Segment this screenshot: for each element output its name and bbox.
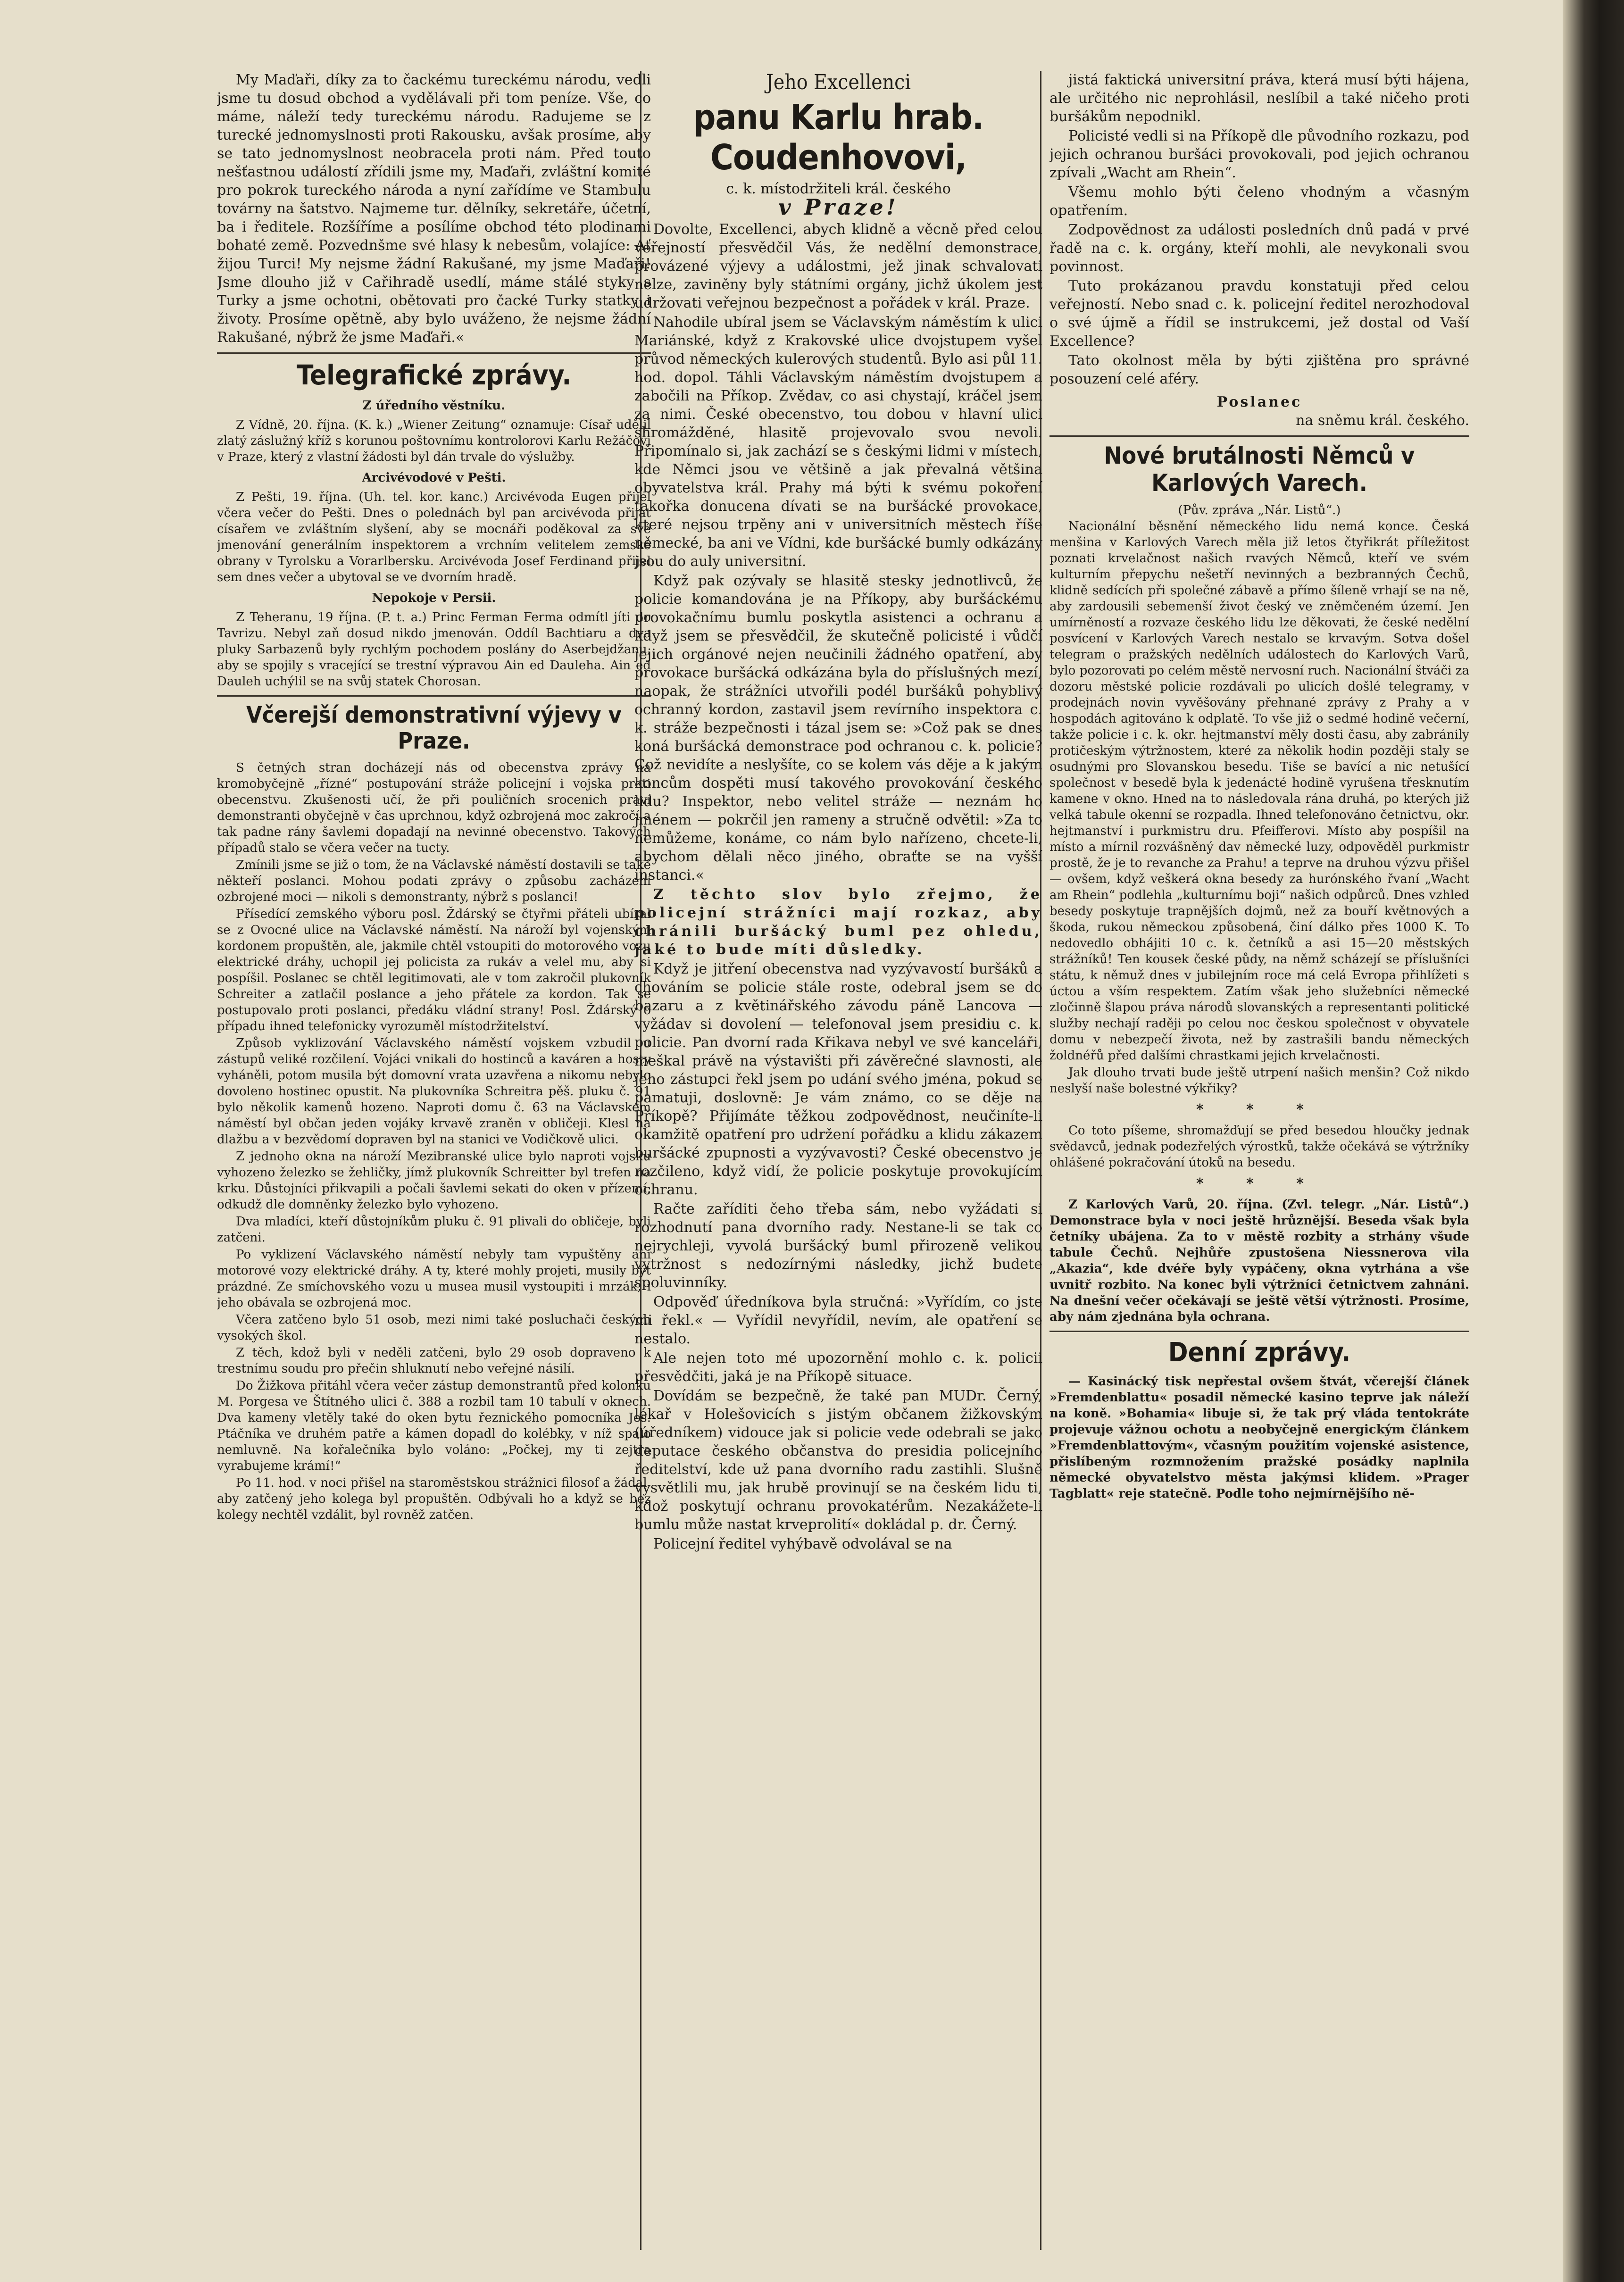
telegraph-vienna: Z Vídně, 20. října. (K. k.) „Wiener Zeitung“ oznamuje: Císař udělil zlatý záslužný kříž s korunou poštovnímu kontrolorovi Karlu Režáčovi v Praze, který z vlastní žádosti byl dán trvale do výslužby. (217, 417, 651, 464)
demonstration-heading: Včerejší demonstrativní výjevy v Praze. (246, 701, 622, 754)
demonstration-paragraph: Včera zatčeno bylo 51 osob, mezi nimi také posluchači českých vysokých škol. (217, 1313, 651, 1343)
letter-paragraph: Nahodile ubíral jsem se Václavským náměstím k ulici Mariánské, když z Krakovské ulice dvojstupem vyšel průvod německých kulerových studentů. Bylo asi půl 11. hod. dopol. Táhli Václavským náměstím dvojstupem a zabočili na Příkop. Zvědav, co asi chystají, kráčel jsem za nimi. České obecenstvo, tou dobou v hlavní ulici shromážděné, hlasitě projevovalo svou nevoli. Připomínalo si, jak zachází se s českými lidmi v místech, kde Němci jsou ve většině a jak převalná většina obyvatelstva král. Prahy má býti k svému pokoření takořka donucena dívati se na buršácké provokace, které nejsou trpěny ani v universitních městech říše německé, ba ani ve Vídni, kde buršácké bumly odkázány jsou do auly universitní. (634, 314, 1042, 570)
letter-continuation: Zodpovědnost za události posledních dnů padá v prvé řadě na c. k. orgány, kteří mohli, ale nevykonali svou povinnost. (1049, 222, 1469, 275)
letter-paragraph-emphasis: Z těchto slov bylo zřejmo, že policejní strážníci mají rozkaz, aby chránili buršácký buml pez ohledu, jaké to bude míti důsledky. (634, 886, 1042, 958)
column-middle (634, 71, 1042, 2240)
telegraph-teheran: Z Teheranu, 19 října. (P. t. a.) Princ Ferman Ferma odmítl jíti do Tavrizu. Nebyl zaň dosud nikdo jmenován. Oddíl Bachtiaru a dva pluky Sarbazenů byly rychlým pochodem poslány do Aserbejdžanu, aby se spojily s vracející se trestní výpravou Ain ed Dauleha. Ain ed Dauleh uchýlil se na svůj statek Chorosan. (217, 610, 651, 689)
asterisk-separator: * * * (1196, 1175, 1323, 1192)
letter-paragraph: Dovídám se bezpečně, že také pan MUDr. Černý, lékař v Holešovicích s jistým občanem žižkovským (úředníkem) vidouce jak si policie vede odebrali se jako deputace českého občanstva do presidia policejního ředitelství, kde už pana dvorního radu zastihli. Slušně vysvětlili mu, jak hrubě provinují se na českém lidu ti, kdož poskytují ochranu provokatérům. Nezakážete-li bumlu může nastat krveprolití« dokládal p. dr. Černý. (634, 1387, 1042, 1533)
karlovy-vary-paragraph: Nacionální běsnění německého lidu nemá konce. Česká menšina v Karlových Varech měla již letos čtyřikrát příležitost poznati krvelačnost našich rvavých Němců, kteří ve svém kulturním přepychu nešetří nevinných a bezbranných Čechů, klidně sedících při společné zábavě a přímo šíleně vrhají se na ně, aby zardousili sebemenší život český ve zněmčeném území. Jen umírněností a rozvaze českého lidu lze děkovati, že české nedělní posvícení v Karlových Varech nestalo se krvavým. Sotva došel telegram o pražských nedělních událostech do Karlových Varů, bylo pozorovati po celém městě nervosní ruch. Nacionální štváči za dozoru městské policie rozdávali po ulicích došlé telegramy, v prodejnách novin vyvěšovány přehnané zprávy z Prahy a v hospodách agitováno k odplatě. To vše již o sedmé hodině večerní, takže policie i c. k. okr. hejtmanství měly dosti času, aby zabránily protičeským výtržnostem, které za několik hodin později staly se osudnými pro Slovanskou besedu. Tiše se bavící a nic netušící společnost v besedě byla k jedenácté hodině vyrušena třesknutím kamene v okno. Hned na to následovala rána druhá, po kterých již velká tabule okenní se rozpadla. Ihned telefonováno četnictvu, okr. hejtmanství i purkmistru dru. Pfeifferovi. Místo aby pospíšil na místo a mírnil rozvášněný dav německé luzy, odpověděl purkmistr prostě, že je to revanche za Prahu! a teprve na druhou výzvu přišel — ovšem, když veškerá okna besedy za hurónského řvaní „Wacht am Rhein“ podlehla „kulturnímu boji“ našich odpůrců. Dnes vzhled besedy poskytuje trapnějších dojmů, než za bouří květnových a škoda, rukou německou způsobená, činí dálko přes 1000 K. To nedovedlo obhájiti 10 c. k. četníků a asi 15—20 městských strážníků! Ten kousek české půdy, na němž scházejí se příslušníci státu, k němuž dnes v jubilejním roce má celá Evropa přihlížeti s úctou a vším respektem. Zatím však jeho služebníci německé zločinně šlapou práva národů slovanských a representanti politické služby nechají raději po celou noc českou společnost v obyvatele domu v nebezpečí života, než by zastrašili bandu německých žoldnéřů před dalšími chrastkami jejich krvelačnosti. (1049, 519, 1469, 1063)
daily-news-heading: Denní zprávy. (1168, 1337, 1351, 1368)
letter-continuation: Všemu mohlo býti čeleno vhodným a včasným opatřením. (1049, 184, 1469, 219)
demonstration-paragraph: Zmínili jsme se již o tom, že na Václavské náměstí dostavili se také někteří poslanci. Mohou podati zprávy o způsobu zacházení ozbrojené moci — nikoli s demonstranty, nýbrž s poslanci! (217, 858, 651, 905)
letter-paragraph: Policejní ředitel vyhýbavě odvolával se na (653, 1535, 952, 1552)
letter-continuation: Tuto prokázanou pravdu konstatuji před celou veřejností. Nebo snad c. k. policejní ředitel nerozhodoval o své újmě a řídil se instrukcemi, jež dostal od Vaší Excellence? (1049, 278, 1469, 350)
karlovy-vary-paragraph: Jak dlouho trvati bude ještě utrpení našich menšin? Což nikdo neslyší naše bolestné výkřiky? (1049, 1066, 1469, 1096)
turkish-article-text: My Maďaři, díky za to čackému tureckému národu, vedli jsme tu dosud obchod a vydělávali při tom peníze. Vše, co máme, náleží tedy tureckému národu. Radujeme se z turecké jednomyslnosti proti Rakousku, avšak prosíme, aby se tato jednomyslnost neobracela proti nám. Před touto nešťastnou událostí zřídili jsme my, Maďaři, zvláštní komité pro pokrok tureckého národa a nyní zařídíme ve Stambulu továrny na šatstvo. Najmeme tur. dělníky, sekretáře, účetní, ba i ředitele. Rozšíříme a posílíme obchod této plodinami bohaté země. Pozvednšme své hlasy k nebesům, volajíce: Ať žijou Turci! My nejsme žádní Rakušané, my jsme Maďaři! Jsme dlouho již v Cařihradě usedlí, máme stálé styky s Turky a jsme ochotni, obětovati pro čacké Turky statky i životy. Prosíme opětně, aby bylo uváženo, že nejsme žádní Rakušané, nýbrž že jsme Maďaři.« (217, 72, 651, 346)
section-divider (217, 695, 651, 697)
letter-paragraph: Když je jitření obecenstva nad vyzývavostí buršáků a chováním se policie stále roste, odebral jsem se do bazaru a z květinářského závodu páně Lancova — vyžádav si dovolení — telefonoval jsem presidiu c. k. policie. Pan dvorní rada Křikava nebyl ve své kanceláři, meškal právě na výstavišti při závěrečné slavnosti, ale jeho zástupci řekl jsem po udání svého jména, pokud se pamatuji, doslovně: Je vám známo, co se děje na Příkopě? Přijímáte těžkou zodpovědnost, neučiníte-li okamžitě opatření pro udržení pořádku a klidu zákazem buršácké zpupnosti a vyzývavosti? České obecenstvo je rozčileno, když vidí, že policie poskytuje provokujícím ochranu. (634, 960, 1042, 1198)
letter-paragraph: Odpověď úředníkova byla stručná: »Vyřídím, co jste mi řekl.« — Vyřídil nevyřídil, nevím, ale opatření se nestalo. (634, 1293, 1042, 1347)
column-left (217, 71, 651, 2240)
telegraph-heading: Telegrafické zprávy. (296, 359, 572, 391)
letter-signature-sub: na sněmu král. českého. (1296, 412, 1469, 429)
demonstration-paragraph: Z jednoho okna na nároží Mezibranské ulice bylo naproti vojsku vyhozeno železko se žehličky, jímž plukovník Schreitter byl trefen na krku. Důstojníci přikvapili a počali šavlemi sekati do oken v přízemí, odkudž dle domněnky železko bylo vyhozeno. (217, 1149, 651, 1212)
letter-continuation: Policisté vedli si na Příkopě dle původního rozkazu, pod jejich ochranou buršáci provokovali, pod jejich ochranou zpívali „Wacht am Rhein“. (1049, 128, 1469, 181)
letter-paragraph: Když pak ozývaly se hlasitě stesky jednotlivců, že policie komandována je na Příkopy, aby buršáckému provokačnímu bumlu poskytla asistenci a ochranu a když jsem se přesvědčil, že skutečně policisté i vůdčí jejich orgánové nejen neučinili žádného opatření, aby provokace buršácká odkázána byla do příslušných mezí, naopak, že strážníci utvořili podél buršáků pohyblivý ochranný kordon, zastavil jsem revírního inspektora c. k. stráže bezpečnosti i tázal jsem se: »Což pak se dnes koná buršácká demonstrace pod ochranou c. k. policie? Což nevidíte a neslyšíte, co se kolem vás děje a k jakým koncům dospěti musí takového provokování českého lidu? Inspektor, nebo velitel stráže — neznám ho jménem — pokrčil jen rameny a stručně odvětil: »Za to nemůžeme, konáme, co nám bylo nařízeno, chcete-li, abychom dělali něco jiného, obraťte se na vyšší instanci.« (634, 572, 1042, 883)
telegraph-subhead-archdukes: Arcivévodové v Pešti. (362, 470, 506, 485)
demonstration-paragraph: Po 11. hod. v noci přišel na staroměstskou strážnici filosof a žádal, aby zatčený jeho kolega byl propuštěn. Odbývali ho a když se bez kolegy nechtěl vzdálit, byl rovněž zatčen. (217, 1476, 651, 1523)
letter-paragraph: Dovolte, Excellenci, abych klidně a věcně před celou veřejností přesvědčil Vás, že nedělní demonstrace, provázené výjevy a událostmi, jež jinak schvalovati nelze, zaviněny byly státními orgány, jichž úkolem jest udržovati veřejnou bezpečnost a pořádek v král. Praze. (634, 221, 1042, 311)
telegraph-subhead-persia: Nepokoje v Persii. (372, 591, 496, 605)
letter-paragraph: Račte zaříditi čeho třeba sám, nebo vyžádati si rozhodnutí pana dvorního rady. Nestane-li se tak co nejrychleji, vyvolá buršácký buml přirozeně velikou vytržnost s nedozírnými následky, jichž budete spoluvinníky. (634, 1200, 1042, 1291)
karlovy-vary-telegram: Z Karlových Varů, 20. října. (Zvl. telegr. „Nár. Listů“.) Demonstrace byla v noci ještě hrůznější. Beseda však byla četníky ubájena. Za to v městě rozbity a strhány všude tabule Čechů. Nejhůře zpustošena Niessnerova vila „Akazia“, kde dvéře byly vypáčeny, okna vytrhána a vše uvnitř rozbito. Na konec byli výtržníci četnictvem zahnáni. Na dnešní večer očekávají se ještě větší výtržnosti. Prosíme, aby nám zjednána byla ochrana. (1049, 1198, 1469, 1324)
telegraph-pest: Z Pešti, 19. října. (Uh. tel. kor. kanc.) Arcivévoda Eugen přijel včera večer do Pešti. Dnes o polednách byl pan arcivévoda přijat císařem ve zvláštním slyšení, aby se mocnáři poděkoval za své jmenování generálním inspektorem a vrchním velitelem zemské obrany v Tyrolsku a Vorarlbersku. Arcivévoda Josef Ferdinand přijel sem dnes večer a ubytoval se ve dvorním hradě. (217, 490, 651, 584)
scan-edge-shadow (1563, 0, 1624, 2282)
demonstration-paragraph: S četných stran docházejí nás od obecenstva zprávy na kromobyčejně „řízné“ postupování stráže policejní i vojska proti obecenstvu. Zkušenosti učí, že při pouličních srocenich praví demonstranti obyčejně v čas uprchnou, když ozbrojená moc zakročí a tak padne rány šavlemi dopadají na nevinné obecenstvo. Takových případů stalo se včera večer na tucty. (217, 761, 651, 856)
demonstration-paragraph: Po vyklizení Václavského náměstí nebyly tam vypuštěny ani motorové vozy elektrické dráhy. A ty, které mohly projeti, musily být prázdné. Ze smíchovského vozu u musea musil vystoupiti i mrzák; i jeho obávala se ozbrojená moc. (217, 1248, 651, 1310)
demonstration-paragraph: Způsob vyklizování Václavského náměstí vojskem vzbudil u zástupů veliké rozčilení. Vojáci vnikali do hostinců a kaváren a hosty vyháněli, potom musila být domovní vrata uzavřena a nikomu nebylo dovoleno hostinec opustit. Na plukovníka Schreitra pěš. pluku č. 91 bylo několik kamenů hozeno. Naproti domu č. 63 na Václavském náměstí byl občan jeden vojáky krvavě zraněn v obličeji. Klesl na dlažbu a v bezvědomí dopraven byl na stanici ve Vodičkově ulici. (217, 1036, 651, 1147)
letter-continuation: jistá faktická universitní práva, která musí býti hájena, ale určitého nic neprohlásil, neslíbil a také ničeho proti buršákům nepodnikl. (1049, 72, 1469, 125)
letter-continuation: Tato okolnost měla by býti zjištěna pro správné posouzení celé aféry. (1049, 352, 1469, 387)
daily-news-paragraph: — Kasinácký tisk nepřestal ovšem štvát, včerejší článek »Fremdenblattu« posadil německé kasino teprve jak náleží na koně. »Bohamia« libuje si, že tak prý vláda tentokráte projevuje vážnou ochotu a neobyčejně energickým článkem »Fremdenblattovým«, včasným použitím vojenské asistence, přislíbeným rozmnožením pražské posádky naplnila německé obyvatelstvo města jakýmsi klidem. »Prager Tagblatt« reje statečně. Podle toho nejmírnějšího ně- (1049, 1374, 1469, 1501)
karlovy-vary-source: (Pův. zpráva „Nár. Listů“.) (1178, 503, 1341, 517)
letter-addressee: panu Karlu hrab. Coudenhovovi, (693, 97, 984, 178)
asterisk-separator: * * * (1196, 1101, 1323, 1118)
letter-salutation: Jeho Excellenci (766, 71, 911, 94)
letter-location: v Praze! (778, 194, 899, 220)
letter-signature: Poslanec (1216, 394, 1302, 410)
section-divider (1049, 1331, 1469, 1332)
section-divider (217, 352, 651, 354)
column-right (1049, 71, 1469, 2240)
letter-addressee-title: c. k. místodržiteli král. českého (726, 180, 951, 197)
demonstration-paragraph: Dva mladíci, kteří důstojníkům pluku č. 91 plivali do obličeje, byli zatčeni. (217, 1215, 651, 1245)
demonstration-paragraph: Přísedící zemského výboru posl. Ždárský se čtyřmi přáteli ubíral se z Ovocné ulice na Václavské náměstí. Na nároží byl vojenským kordonem propuštěn, ale, jakmile chtěl vstoupiti do motorového vozu elektrické dráhy, uchopil jej policista za rukáv a velel mu, aby si pospíšil. Poslanec se chtěl legitimovati, ale v tom zakročil plukovník Schreiter a zatlačil poslance a jeho přátele za kordon. Tak se postupovalo proti poslanci, předáku vládní strany! Posl. Ždárský o případu ihned telefonicky vyrozuměl místodržitelství. (217, 907, 651, 1034)
letter-paragraph: Ale nejen toto mé upozornění mohlo c. k. policii přesvědčiti, jaká je na Příkopě situace. (634, 1349, 1042, 1385)
karlovy-vary-paragraph: Co toto píšeme, shromažďují se před besedou hloučky jednak svědavců, jednak podezřelých výrostků, takže očekává se výtržníky ohlášené pokračování útoků na besedu. (1049, 1124, 1469, 1170)
demonstration-paragraph: Z těch, kdož byli v neděli zatčeni, bylo 29 osob dopraveno k trestnímu soudu pro přečin shluknutí nebo veřejné násilí. (217, 1346, 651, 1376)
section-divider (1049, 435, 1469, 437)
karlovy-vary-heading: Nové brutálnosti Němců v Karlových Varech. (1104, 442, 1415, 497)
telegraph-subhead-official: Z úředního věstníku. (362, 398, 506, 413)
demonstration-paragraph: Do Žižkova přitáhl včera večer zástup demonstrantů před kolonku M. Porgesa ve Štítného ulici č. 388 a rozbil tam 10 tabulí v oknech. Dva kameny vletěly také do oken bytu řeznického pomocníka Jos. Ptáčníka ve druhém patře a kámen dopadl do kolébky, v níž spalo nemluvně. Na kořalečníka bylo voláno: „Počkej, my ti zejtra vyrabujeme krámí!“ (217, 1379, 651, 1474)
